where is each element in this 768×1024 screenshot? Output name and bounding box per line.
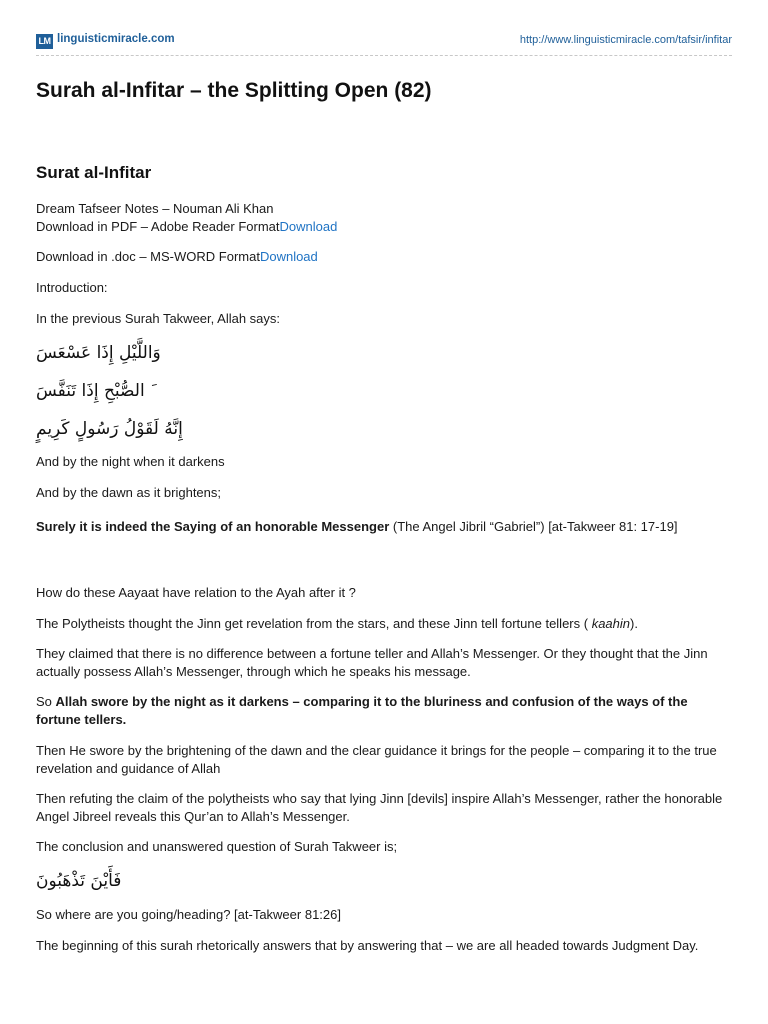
arabic-verse-2: َ الصُّبْحِ إِذَا تَنَفَّسَ (36, 381, 151, 401)
doc-download-link[interactable]: Download (259, 249, 318, 264)
pdf-download-text: Download in PDF – Adobe Reader Format (36, 219, 280, 234)
p2-text: The Polytheists thought the Jinn get revelation from the stars, and these Jinn tell fortune tellers ( (36, 616, 592, 631)
translation-line-3 (36, 518, 732, 536)
paragraph-claimed: They claimed that there is no difference between a fortune teller and Allah’s Messenger. Or they thought that the Jinn actually possess Allah’s Messenger, through which he speaks his message. (36, 646, 708, 679)
page-header (36, 32, 732, 54)
paragraph-beginning: The beginning of this surah rhetorically answers that by answering that – we are all headed towards Judgment Day. (36, 938, 699, 953)
p4-text: So (36, 694, 56, 709)
tafseer-notes-line: Dream Tafseer Notes – Nouman Ali Khan (36, 201, 274, 216)
translation-line-1: And by the night when it darkens (36, 454, 225, 469)
translation-line-2: And by the dawn as it brightens; (36, 485, 222, 500)
page-url-link[interactable]: http://www.linguisticmiracle.com/tafsir/infitar (519, 34, 732, 46)
introduction-label: Introduction: (36, 280, 108, 295)
translation-bold: Surely it is indeed the Saying of an honorable Messenger (36, 519, 390, 534)
arabic-verse-3: إِنَّهُ لَقَوْلُ رَسُولٍ كَرِيمٍ (36, 419, 183, 439)
paragraph-relation-question: How do these Aayaat have relation to the Ayah after it ? (36, 585, 356, 600)
arabic-verse-1: وَاللَّيْلِ إِذَا عَسْعَسَ (36, 343, 161, 363)
paragraph-conclusion: The conclusion and unanswered question of Surah Takweer is; (36, 839, 398, 854)
page-title: Surah al-Infitar – the Splitting Open (82) (36, 79, 432, 102)
section-title: Surat al-Infitar (36, 163, 152, 182)
translation-citation: (The Angel Jibril “Gabriel”) [at-Takweer 81: 17-19] (389, 519, 678, 534)
doc-download-line (36, 248, 732, 266)
paragraph-dawn: Then He swore by the brightening of the dawn and the clear guidance it brings for the people – comparing it to the true revelation and guidance of Allah (36, 743, 717, 776)
site-logo-icon[interactable]: LM (36, 34, 53, 49)
paragraph-where-going: So where are you going/heading? [at-Takweer 81:26] (36, 907, 341, 922)
paragraph-allah-swore (36, 693, 732, 729)
p2-end: ). (630, 616, 638, 631)
previous-surah-line: In the previous Surah Takweer, Allah says: (36, 311, 281, 326)
pdf-download-line (36, 218, 732, 236)
site-name-link[interactable]: linguisticmiracle.com (57, 33, 175, 45)
paragraph-refuting: Then refuting the claim of the polytheists who say that lying Jinn [devils] inspire Allah’s Messenger, rather the honorable Angel Jibreel reveals this Qur’an to Allah’s Messenger. (36, 791, 723, 824)
pdf-download-link[interactable]: Download (279, 219, 338, 234)
arabic-verse-4: فَأَيْنَ تَذْهَبُونَ (36, 871, 122, 891)
header-divider (36, 55, 732, 56)
doc-download-text: Download in .doc – MS-WORD Format (36, 249, 260, 264)
p2-italic: kaahin (591, 616, 630, 631)
paragraph-polytheists (36, 615, 732, 633)
p4-bold: Allah swore by the night as it darkens – comparing it to the bluriness and confusion of the ways of the fortune tellers. (36, 694, 688, 727)
